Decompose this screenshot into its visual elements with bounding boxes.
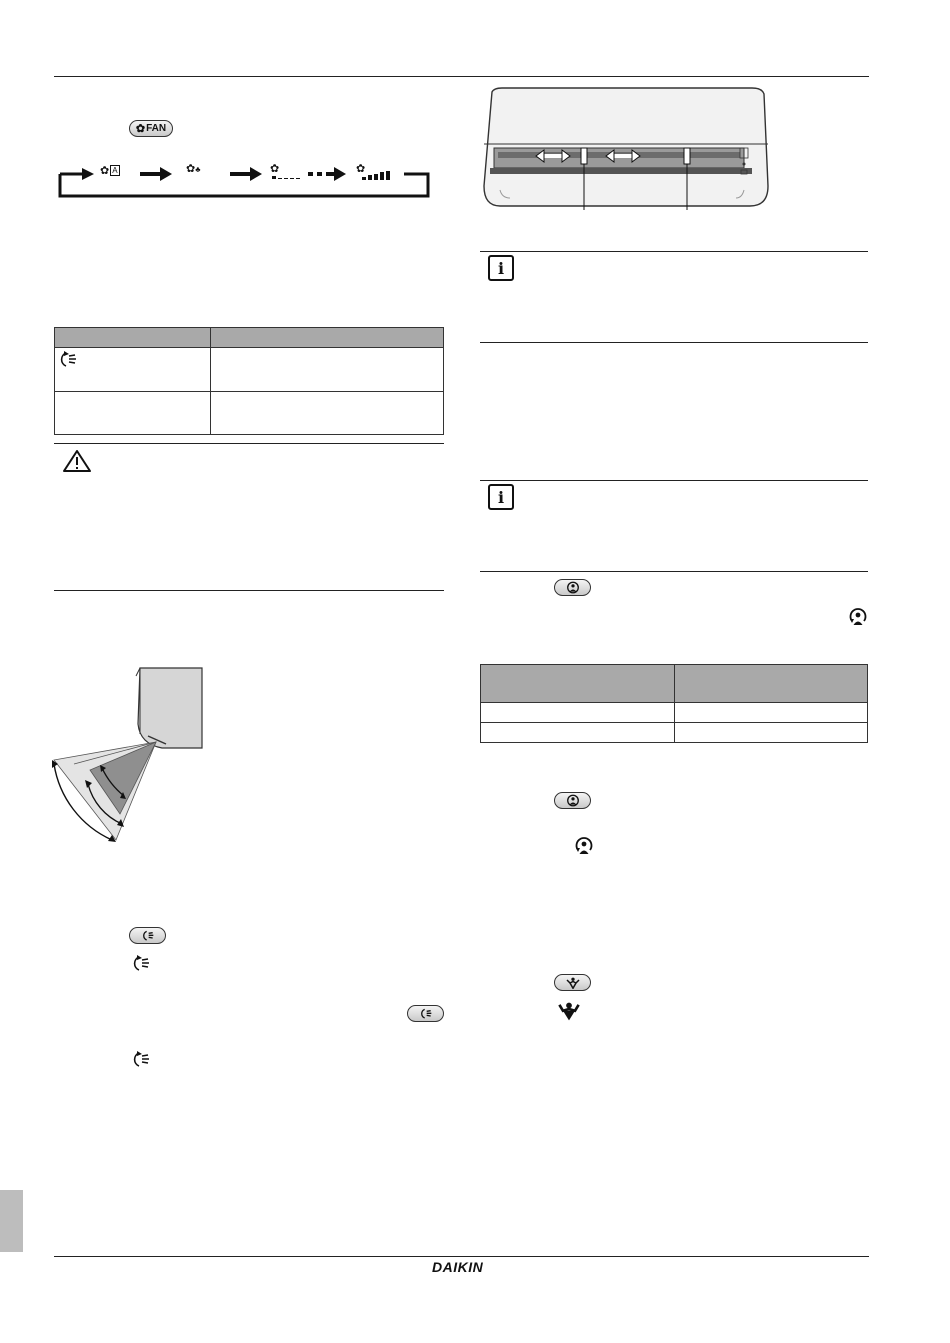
info-icon: i — [488, 255, 514, 281]
table-header-cell — [480, 664, 675, 703]
powerful-icon — [565, 977, 581, 989]
info-bottom-rule — [480, 342, 868, 343]
info-top-rule — [480, 251, 868, 252]
caution-top-rule — [54, 443, 444, 444]
brand-logo: DAIKIN — [432, 1259, 484, 1275]
table-cell — [210, 391, 444, 435]
swing-icon — [141, 930, 155, 942]
swing-button[interactable] — [129, 927, 166, 944]
page-side-tab — [0, 1190, 23, 1252]
table-header-cell — [54, 327, 211, 348]
swing-icon — [419, 1008, 433, 1020]
person-sensor-icon — [574, 836, 594, 856]
fan-speed-low-icon: ✿ — [270, 162, 304, 178]
fan-auto-label: A — [112, 166, 118, 175]
swing-button[interactable] — [407, 1005, 444, 1022]
table-cell — [210, 347, 444, 392]
fan-auto-icon: ✿ A — [100, 165, 118, 177]
swing-icon — [131, 1051, 151, 1069]
table-cell — [674, 702, 868, 723]
warning-icon — [62, 449, 92, 473]
info-icon: i — [488, 484, 514, 510]
table-cell — [674, 722, 868, 743]
caution-bottom-rule — [54, 590, 444, 591]
swing-icon — [58, 351, 78, 369]
table-cell — [54, 347, 211, 392]
table-header-cell — [210, 327, 444, 348]
table-cell — [480, 702, 675, 723]
intelligent-eye-button[interactable] — [554, 579, 591, 596]
info-bottom-rule — [480, 571, 868, 572]
table-header-cell — [674, 664, 868, 703]
table-cell — [480, 722, 675, 743]
fan-button-label: FAN — [146, 123, 167, 134]
fan-icon: ✿ — [135, 123, 146, 135]
header-rule — [54, 76, 869, 77]
powerful-icon — [557, 1002, 581, 1022]
fan-quiet-icon: ✿♣ — [186, 163, 201, 175]
fan-speed-high-icon: ✿ — [356, 162, 394, 180]
info-top-rule — [480, 480, 868, 481]
powerful-button[interactable] — [554, 974, 591, 991]
intelligent-eye-button[interactable] — [554, 792, 591, 809]
person-sensor-icon — [848, 607, 868, 627]
footer-rule — [54, 1256, 869, 1257]
fan-speed-sequence — [54, 160, 434, 200]
person-sensor-icon — [566, 794, 580, 807]
table-cell — [54, 391, 211, 435]
swing-icon — [131, 955, 151, 973]
person-sensor-icon — [566, 581, 580, 594]
indoor-unit-front-diagram — [480, 86, 774, 214]
louver-swing-diagram — [44, 664, 214, 849]
fan-button[interactable] — [129, 120, 173, 137]
